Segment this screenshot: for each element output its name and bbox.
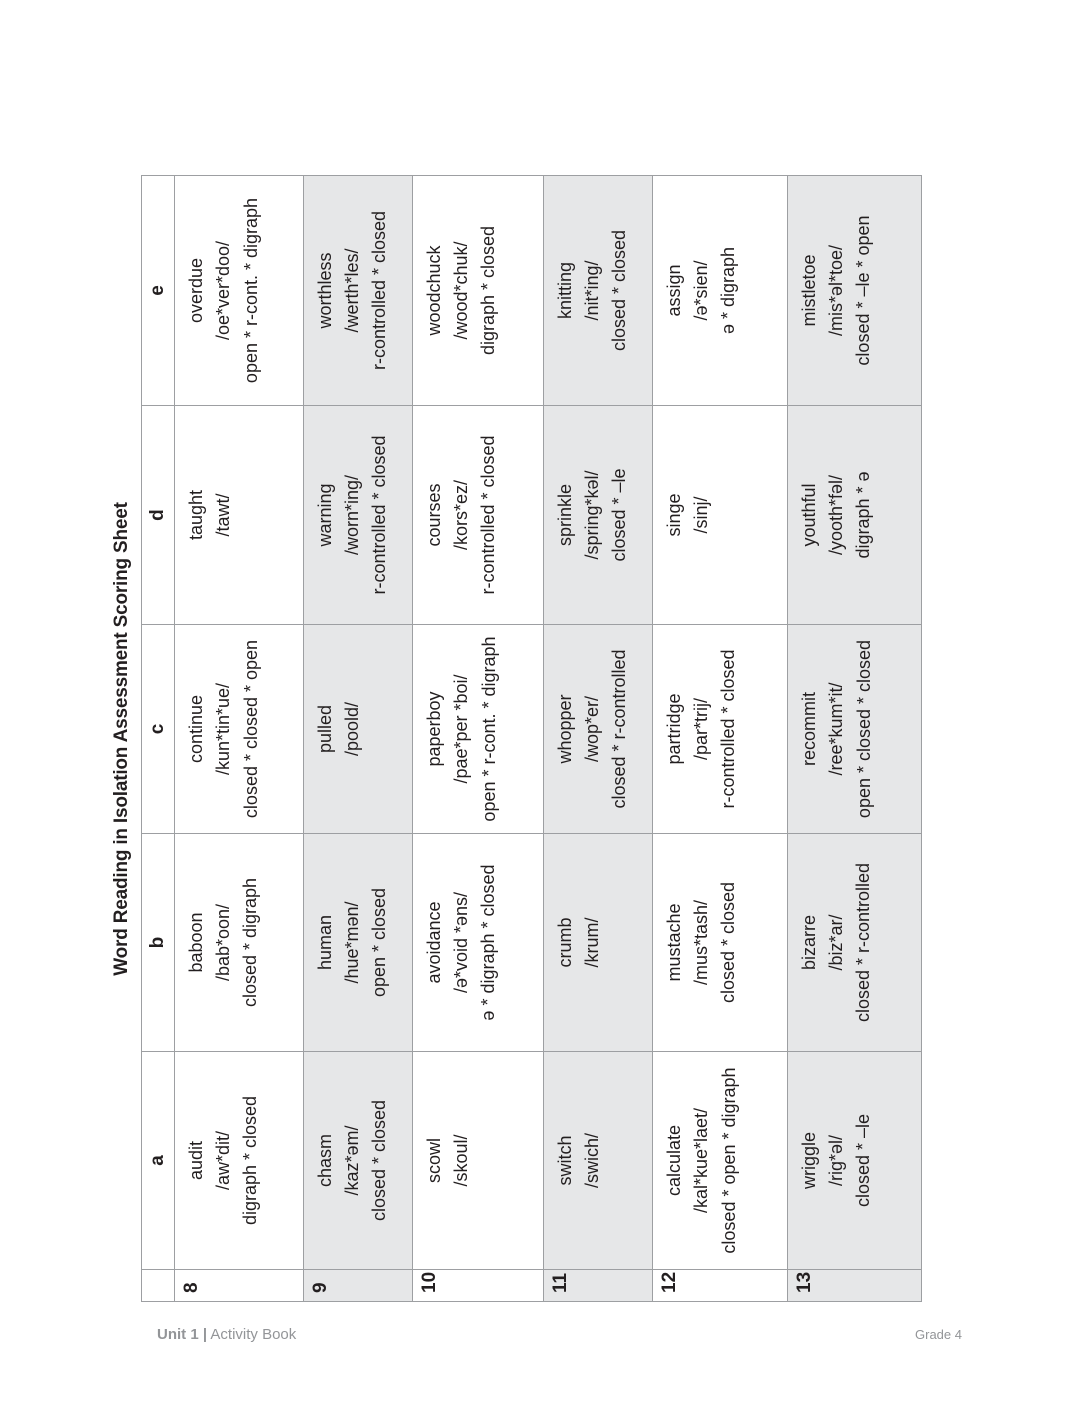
pronunciation-text: /ə*void *əns/	[451, 891, 471, 994]
word-cell	[413, 625, 544, 834]
word-text: audit	[186, 1140, 206, 1181]
word-text: sprinkle	[555, 483, 575, 547]
pronunciation-text: /ə*sien/	[691, 260, 711, 321]
word-text: courses	[424, 483, 444, 547]
word-cell	[304, 176, 413, 406]
pronunciation-text: /rig*əl/	[826, 1134, 846, 1187]
word-text: assign	[664, 264, 684, 317]
syllable-types-text: closed * r-controlled	[609, 649, 629, 809]
pronunciation-text: /swich/	[582, 1133, 602, 1189]
syllable-types-text: open * r-cont. * digraph	[479, 636, 499, 822]
pronunciation-text: /krum/	[582, 917, 602, 968]
pronunciation-text: /bab*oon/	[213, 903, 233, 982]
footer-unit: Unit 1	[157, 1326, 199, 1343]
word-text: woodchuck	[424, 245, 444, 336]
word-cell	[788, 406, 922, 625]
pronunciation-text: /kal*kue*laet/	[691, 1107, 711, 1214]
row-number: 9	[304, 1270, 413, 1302]
syllable-types-text: ə * digraph	[718, 246, 738, 335]
word-cell	[175, 834, 304, 1052]
word-text: switch	[555, 1135, 575, 1186]
pronunciation-text: /aw*dit/	[213, 1130, 233, 1191]
syllable-types-text: closed * digraph	[240, 877, 260, 1008]
word-cell	[304, 625, 413, 834]
word-text: whopper	[555, 694, 575, 764]
syllable-types-text: open * closed	[369, 887, 389, 998]
table-row	[304, 176, 413, 1302]
syllable-types-text: open * closed * closed	[854, 639, 874, 819]
row-number: 10	[413, 1270, 544, 1302]
word-text: pulled	[315, 704, 335, 754]
syllable-types-text: r-controlled * closed	[718, 649, 738, 809]
syllable-types-text: r-controlled * closed	[369, 210, 389, 371]
syllable-types-text: closed * –le	[853, 1113, 873, 1208]
page-title: Word Reading in Isolation Assessment Scoring Sheet	[111, 502, 133, 976]
word-cell	[544, 1052, 653, 1270]
word-cell	[413, 406, 544, 625]
table-row	[788, 176, 922, 1302]
pronunciation-text: /mis*əl*toe/	[826, 244, 846, 337]
syllable-types-text: closed * –le * open	[853, 215, 873, 366]
word-cell	[175, 406, 304, 625]
pronunciation-text: /sinj/	[691, 496, 711, 534]
word-text: calculate	[664, 1124, 684, 1197]
word-text: mistletoe	[799, 254, 819, 327]
word-text: paperboy	[424, 691, 444, 767]
footer-separator: |	[202, 1326, 208, 1343]
footer-unit-info	[157, 1326, 296, 1343]
pronunciation-text: /oe*ver*doo/	[213, 240, 233, 341]
syllable-types-text: r-controlled * closed	[478, 435, 498, 595]
word-cell	[544, 406, 653, 625]
footer-grade: Grade 4	[915, 1327, 962, 1342]
column-header-b: b	[142, 834, 175, 1052]
scoring-table	[141, 175, 922, 1302]
syllable-types-text: digraph * closed	[240, 1095, 260, 1226]
pronunciation-text: /wood*chuk/	[451, 241, 471, 340]
word-cell	[304, 834, 413, 1052]
word-cell	[175, 1052, 304, 1270]
row-number: 12	[653, 1270, 788, 1302]
table-body	[175, 176, 922, 1302]
title-wrapper	[104, 176, 140, 1302]
word-cell	[788, 834, 922, 1052]
word-cell	[653, 834, 788, 1052]
syllable-types-text: r-controlled * closed	[369, 435, 389, 595]
word-cell	[544, 176, 653, 406]
word-cell	[304, 1052, 413, 1270]
word-cell	[175, 625, 304, 834]
word-text: baboon	[186, 912, 206, 973]
column-header-d: d	[142, 406, 175, 625]
word-cell	[413, 1052, 544, 1270]
word-cell	[788, 625, 922, 834]
pronunciation-text: /tawt/	[213, 493, 233, 537]
syllable-types-text: closed * closed * open	[241, 639, 261, 819]
word-cell	[653, 406, 788, 625]
word-text: knitting	[555, 261, 575, 320]
syllable-types-text: closed * r-controlled	[853, 862, 873, 1023]
pronunciation-text: /nit*ing/	[582, 260, 602, 321]
pronunciation-text: /par*trij/	[691, 698, 711, 761]
word-cell	[788, 176, 922, 406]
word-text: singe	[664, 493, 684, 537]
word-text: crumb	[555, 917, 575, 968]
column-header-e: e	[142, 176, 175, 406]
syllable-types-text: closed * open * digraph	[719, 1067, 739, 1254]
word-cell	[653, 1052, 788, 1270]
word-text: taught	[186, 489, 206, 541]
pronunciation-text: /wop*er/	[582, 695, 602, 763]
word-cell	[653, 625, 788, 834]
word-cell	[413, 834, 544, 1052]
table-row	[175, 176, 304, 1302]
pronunciation-text: /kors*ez/	[451, 479, 471, 551]
word-text: recommit	[799, 692, 819, 767]
scoring-table-container	[141, 176, 883, 1302]
word-text: partridge	[664, 693, 684, 765]
column-header-c: c	[142, 625, 175, 834]
word-cell	[175, 176, 304, 406]
pronunciation-text: /spring*kəl/	[582, 470, 602, 560]
table-row	[653, 176, 788, 1302]
word-text: mustache	[664, 903, 684, 982]
pronunciation-text: /kun*tin*ue/	[213, 682, 233, 776]
table-row	[544, 176, 653, 1302]
row-number: 11	[544, 1270, 653, 1302]
word-text: youthful	[799, 483, 819, 547]
syllable-types-text: open * r-cont. * digraph	[241, 197, 261, 384]
word-text: scowl	[424, 1138, 444, 1184]
table-row	[413, 176, 544, 1302]
pronunciation-text: /kaz*əm/	[342, 1125, 362, 1196]
syllable-types-text: closed * closed	[369, 1099, 389, 1222]
word-text: warning	[315, 483, 335, 547]
pronunciation-text: /pae*per *boi/	[451, 674, 471, 784]
word-cell	[413, 176, 544, 406]
word-cell	[544, 834, 653, 1052]
pronunciation-text: /hue*mən/	[342, 901, 362, 984]
syllable-types-text: digraph * closed	[478, 225, 498, 356]
column-header-a: a	[142, 1052, 175, 1270]
pronunciation-text: /biz*ar/	[826, 914, 846, 971]
syllable-types-text: closed * closed	[609, 229, 629, 352]
word-text: avoidance	[424, 901, 444, 984]
word-cell	[544, 625, 653, 834]
pronunciation-text: /poold/	[342, 701, 362, 757]
word-text: overdue	[186, 257, 206, 324]
word-cell	[304, 406, 413, 625]
syllable-types-text: closed * –le	[609, 468, 629, 562]
footer-book: Activity Book	[210, 1326, 297, 1343]
pronunciation-text: /ree*kum*it/	[826, 682, 846, 776]
row-number: 13	[788, 1270, 922, 1302]
row-number: 8	[175, 1270, 304, 1302]
word-cell	[788, 1052, 922, 1270]
word-cell	[653, 176, 788, 406]
header-row	[142, 176, 175, 1302]
word-text: bizarre	[799, 914, 819, 971]
pronunciation-text: /worn*ing/	[342, 474, 362, 556]
word-text: wriggle	[799, 1131, 819, 1190]
syllable-types-text: closed * closed	[718, 881, 738, 1004]
word-text: chasm	[315, 1134, 335, 1188]
pronunciation-text: /mus*tash/	[691, 899, 711, 986]
pronunciation-text: /skoul/	[451, 1134, 471, 1187]
word-text: human	[315, 914, 335, 971]
syllable-types-text: digraph * ə	[853, 471, 873, 559]
word-text: worthless	[315, 252, 335, 329]
pronunciation-text: /yooth*fəl/	[826, 474, 846, 556]
column-header-blank	[142, 1270, 175, 1302]
word-text: continue	[186, 694, 206, 764]
pronunciation-text: /werth*les/	[342, 248, 362, 333]
syllable-types-text: ə * digraph * closed	[478, 864, 498, 1021]
